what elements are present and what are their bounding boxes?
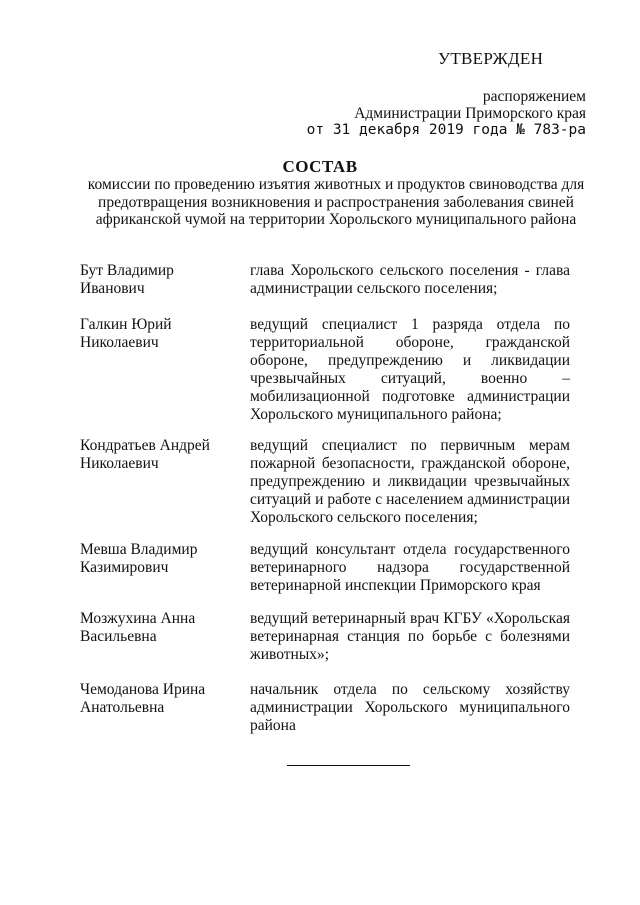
approval-block [286, 88, 586, 139]
approval-date-number: от 31 декабря 2019 года № 783-ра [306, 122, 586, 138]
member-surname-name: Мозжухина Анна [80, 610, 196, 627]
subtitle-line: африканской чумой на территории Хорольского муниципального района [95, 211, 577, 228]
member-surname-name: Мевша Владимир [80, 541, 198, 558]
member-name [80, 610, 245, 646]
member-patronymic: Николаевич [80, 455, 159, 472]
member-patronymic: Анатольевна [80, 699, 165, 716]
member-role: ведущий специалист 1 разряда отдела по территориальной обороне, гражданской обороне, предупреждению и ликвидации чрезвычайных ситуаций, военно – мобилизационной подготовке администрации Хорольского муниципального района; [250, 316, 570, 423]
member-role: ведущий ветеринарный врач КГБУ «Хорольская ветеринарная станция по борьбе с болезнями животных»; [250, 610, 570, 663]
member-role: глава Хорольского сельского поселения - глава администрации сельского поселения; [250, 262, 570, 297]
member-patronymic: Васильевна [80, 628, 157, 645]
document-subtitle [80, 176, 592, 229]
member-name [80, 262, 245, 298]
approval-authority: Администрации Приморского края [354, 105, 586, 122]
member-patronymic: Казимирович [80, 559, 169, 576]
approval-title: УТВЕРЖДЕН [438, 49, 544, 68]
member-name [80, 437, 245, 473]
member-surname-name: Чемоданова Ирина [80, 681, 206, 698]
closing-divider [287, 765, 410, 766]
member-name [80, 316, 245, 352]
member-surname-name: Кондратьев Андрей [80, 437, 210, 454]
member-role: ведущий консультант отдела государственного ветеринарного надзора государственной ветеринарной инспекции Приморского края [250, 541, 570, 594]
member-surname-name: Бут Владимир [80, 262, 174, 279]
member-role: ведущий специалист по первичным мерам пожарной безопасности, гражданской обороне, предупреждению и ликвидации чрезвычайных ситуаций и работе с населением администрации Хорольского сельского поселения; [250, 437, 570, 526]
member-patronymic: Николаевич [80, 334, 159, 351]
approval-order-label: распоряжением [482, 88, 586, 105]
member-name [80, 541, 245, 577]
member-role: начальник отдела по сельскому хозяйству администрации Хорольского муниципального района [250, 681, 570, 734]
document-title: СОСТАВ [282, 157, 358, 176]
subtitle-line: предотвращения возникновения и распространения заболевания свиней [98, 193, 574, 211]
member-patronymic: Иванович [80, 280, 145, 297]
member-name [80, 681, 245, 717]
member-surname-name: Галкин Юрий [80, 316, 172, 333]
subtitle-line: комиссии по проведению изъятия животных и продуктов свиноводства для [87, 176, 585, 193]
